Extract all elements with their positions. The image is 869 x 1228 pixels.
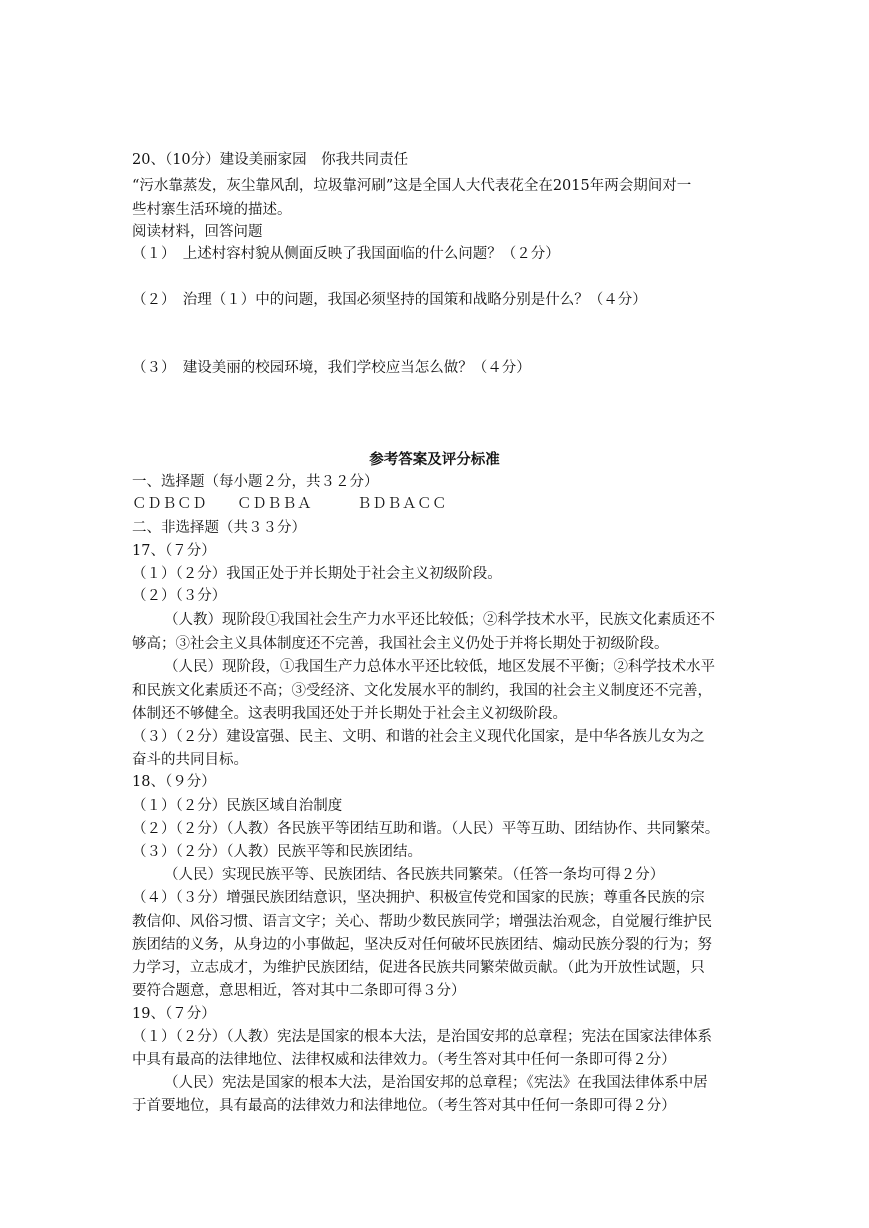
answer-18-part-4-line: （４）（３分）增强民族团结意识，坚决拥护、积极宣传党和国家的民族；尊重各民族的宗: [132, 890, 705, 906]
answer-19-renmin-line: （人民）宪法是国家的根本大法，是治国安邦的总章程；《宪法》在我国法律体系中居: [164, 1075, 708, 1091]
answer-17-renmin-line: 体制还不够健全。这表明我国还处于并长期处于社会主义初级阶段。: [132, 706, 567, 722]
answer-19-part-1-line: （１）（２分）（人教）宪法是国家的根本大法，是治国安邦的总章程；宪法在国家法律体系: [132, 1029, 712, 1045]
answer-17-part-1: （１）（２分）我国正处于并长期处于社会主义初级阶段。: [132, 566, 502, 582]
answer-17-title: 17、（７分）: [132, 543, 216, 559]
answer-17-part-3-line: （３）（２分）建设富强、民主、文明、和谐的社会主义现代化国家，是中华各族儿女为之: [132, 729, 705, 745]
answer-19-title: 19、（７分）: [132, 1006, 216, 1022]
answer-18-part-3-renmin: （人民）实现民族平等、民族团结、各民族共同繁荣。（任答一条均可得２分）: [164, 867, 665, 883]
question-20-title: 20、（10分）建设美丽家园 你我共同责任: [132, 152, 409, 168]
section-1-title: 一、选择题（每小题２分，共３２分）: [132, 474, 379, 490]
answer-17-renjiao-line: （人教）现阶段①我国社会生产力水平还比较低；②科学技术水平，民族文化素质还不: [164, 612, 715, 628]
answer-17-part-2: （２）（３分）: [132, 588, 227, 604]
question-20-material-line: “污水靠蒸发，灰尘靠风刮，垃圾靠河刷”这是全国人大代表花全在2015年两会期间对一: [132, 178, 692, 194]
answer-17-renmin-line: 和民族文化素质还不高；③受经济、文化发展水平的制约，我国的社会主义制度还不完善，: [132, 683, 712, 699]
answer-19-part-1-line: 中具有最高的法律地位、法律权威和法律效力。（考生答对其中任何一条即可得２分）: [132, 1052, 676, 1068]
answer-17-renjiao-line: 够高；③社会主义具体制度还不完善，我国社会主义仍处于并将长期处于初级阶段。: [132, 636, 669, 652]
section-2-title: 二、非选择题（共３３分）: [132, 520, 306, 536]
answer-17-renmin-line: （人民）现阶段，①我国生产力总体水平还比较低，地区发展不平衡；②科学技术水平: [164, 659, 715, 675]
answer-18-part-3: （３）（２分）（人教）民族平等和民族团结。: [132, 844, 422, 860]
question-20-part-2: （２） 治理（１）中的问题，我国必须坚持的国策和战略分别是什么？（４分）: [132, 292, 647, 308]
answer-18-part-4-line: 要符合题意，意思相近，答对其中二条即可得３分）: [132, 983, 466, 999]
question-20-part-3: （３） 建设美丽的校园环境，我们学校应当怎么做？（４分）: [132, 360, 531, 376]
answer-18-part-4-line: 教信仰、风俗习惯、语言文字；关心、帮助少数民族同学；增强法治观念，自觉履行维护民: [132, 914, 712, 930]
answer-18-part-4-line: 力学习，立志成才，为维护民族团结，促进各民族共同繁荣做贡献。（此为开放性试题，只: [132, 960, 705, 976]
answer-17-part-3-line: 奋斗的共同目标。: [132, 752, 248, 768]
choice-answers: ＣＤＢＣＤ ＣＤＢＢＡ ＢＤＢＡＣＣ: [132, 496, 447, 512]
answer-19-renmin-line: 于首要地位，具有最高的法律效力和法律地位。（考生答对其中任何一条即可得２分）: [132, 1098, 676, 1114]
question-20-material-line: 些村寨生活环境的描述。: [132, 202, 292, 218]
answer-18-title: 18、（９分）: [132, 774, 216, 790]
question-20-part-1: （１） 上述村容村貌从侧面反映了我国面临的什么问题？（２分）: [132, 246, 560, 262]
answer-18-part-1: （１）（２分）民族区域自治制度: [132, 798, 343, 814]
answer-18-part-2: （２）（２分）（人教）各民族平等团结互助和谐。（人民）平等互助、团结协作、共同繁荣。: [132, 821, 720, 837]
answer-18-part-4-line: 族团结的义务，从身边的小事做起，坚决反对任何破坏民族团结、煽动民族分裂的行为；努: [132, 937, 712, 953]
question-20-instruction: 阅读材料，回答问题: [132, 224, 263, 240]
answers-heading: 参考答案及评分标准: [369, 451, 500, 468]
